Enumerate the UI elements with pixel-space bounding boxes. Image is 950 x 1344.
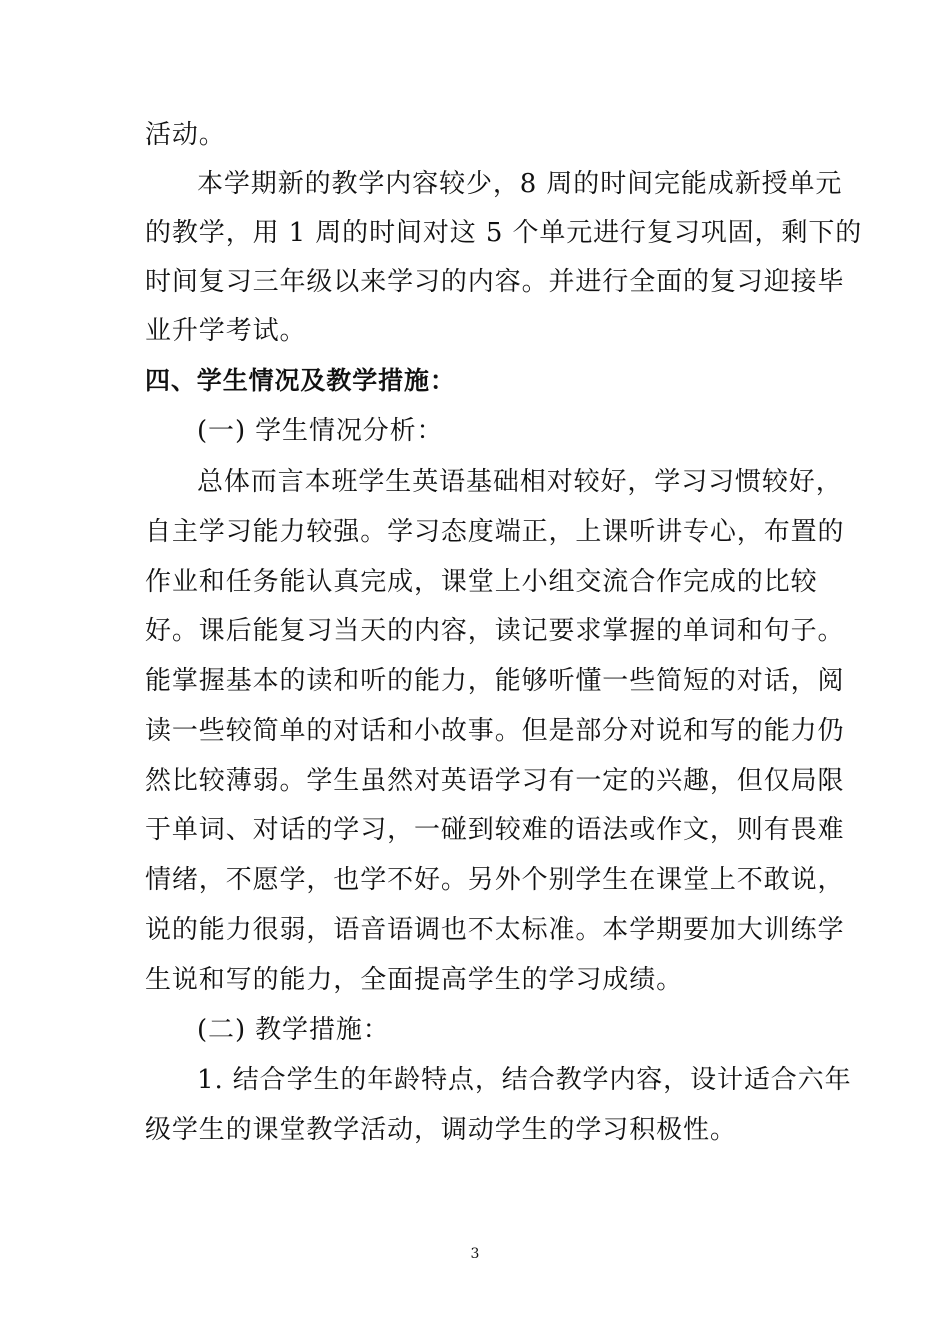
- text-line: 总体而言本班学生英语基础相对较好，学习习惯较好，: [197, 467, 843, 497]
- text-line: 级学生的课堂教学活动，调动学生的学习积极性。: [145, 1115, 737, 1145]
- text-line: 能掌握基本的读和听的能力，能够听懂一些简短的对话，阅: [145, 666, 845, 696]
- page-number: 3: [470, 1246, 480, 1262]
- text-line: 活动。: [145, 120, 226, 150]
- text-line: 于单词、对话的学习，一碰到较难的语法或作文，则有畏难: [145, 815, 845, 845]
- text-line: 自主学习能力较强。学习态度端正，上课听讲专心，布置的: [145, 517, 845, 547]
- text-line: 情绪，不愿学，也学不好。另外个别学生在课堂上不敢说，: [145, 865, 845, 895]
- text-line: 的教学，用 1 周的时间对这 5 个单元进行复习巩固，剩下的: [145, 218, 863, 248]
- section-heading: 四、学生情况及教学措施：: [145, 366, 456, 395]
- subsection-heading: (二) 教学措施：: [197, 1015, 390, 1045]
- text-line: 然比较薄弱。学生虽然对英语学习有一定的兴趣，但仅局限: [145, 766, 845, 796]
- text-line: 读一些较简单的对话和小故事。但是部分对说和写的能力仍: [145, 716, 845, 746]
- text-line: 生说和写的能力，全面提高学生的学习成绩。: [145, 965, 684, 995]
- text-line: 时间复习三年级以来学习的内容。并进行全面的复习迎接毕: [145, 267, 845, 297]
- text-line: 本学期新的教学内容较少，8 周的时间完能成新授单元: [197, 169, 843, 199]
- text-line: 作业和任务能认真完成，课堂上小组交流合作完成的比较: [145, 567, 818, 597]
- text-line: 1. 结合学生的年龄特点，结合教学内容，设计适合六年: [197, 1065, 852, 1095]
- text-line: 好。课后能复习当天的内容，读记要求掌握的单词和句子。: [145, 616, 845, 646]
- text-line: 说的能力很弱，语音语调也不太标准。本学期要加大训练学: [145, 915, 845, 945]
- text-line: 业升学考试。: [145, 316, 307, 346]
- subsection-heading: (一) 学生情况分析：: [197, 416, 444, 446]
